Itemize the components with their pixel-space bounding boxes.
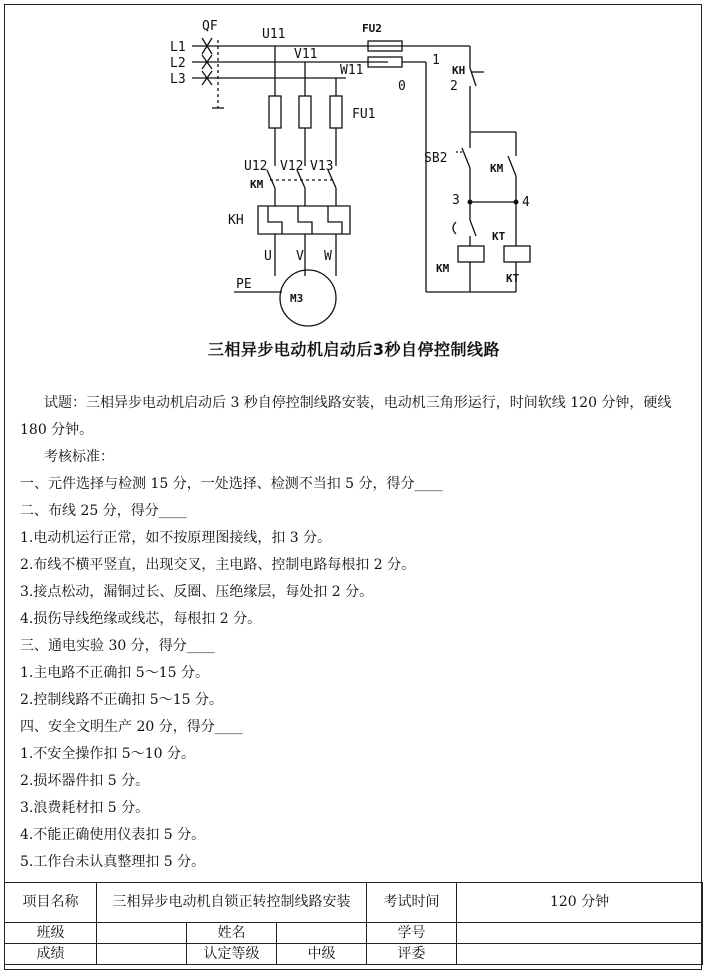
label-l1: L1 <box>170 40 186 55</box>
id-value[interactable] <box>457 923 703 944</box>
label-sb2: SB2 <box>424 151 448 166</box>
label-node-3: 3 <box>452 193 460 208</box>
section-3-item-1: 1.主电路不正确扣 5～15 分。 <box>20 665 209 681</box>
section-3: 三、通电实验 30 分，得分____ <box>20 638 215 654</box>
label-v11: V11 <box>294 47 318 62</box>
label-l3: L3 <box>170 72 186 87</box>
section-2-item-2: 2.布线不横平竖直，出现交叉，主电路、控制电路每根扣 2 分。 <box>20 557 416 573</box>
section-4-item-4: 4.不能正确使用仪表扣 5 分。 <box>20 827 206 843</box>
label-pe: PE <box>236 277 252 292</box>
label-node-4: 4 <box>522 195 530 210</box>
exam-info-table <box>4 882 703 965</box>
section-2-item-1: 1.电动机运行正常，如不按原理图接线，扣 3 分。 <box>20 530 332 546</box>
task-description: 试题：三相异步电动机启动后 3 秒自停控制线路安装，电动机三角形运行，时间软线 120 分钟，硬线 180 分钟。 <box>20 395 672 438</box>
section-2: 二、布线 25 分，得分____ <box>20 503 187 519</box>
label-kt-contact: KT <box>492 230 506 243</box>
time-value: 120 分钟 <box>457 883 703 923</box>
standard-title: 考核标准： <box>44 449 114 465</box>
section-1: 一、元件选择与检测 15 分，一处选择、检测不当扣 5 分，得分____ <box>20 476 443 492</box>
label-v13: V13 <box>310 159 334 174</box>
score-label: 成绩 <box>5 944 97 965</box>
id-label: 学号 <box>367 923 457 944</box>
section-3-item-2: 2.控制线路不正确扣 5～15 分。 <box>20 692 223 708</box>
label-node-2: 2 <box>450 79 458 94</box>
label-l2: L2 <box>170 56 186 71</box>
section-4-item-2: 2.损坏器件扣 5 分。 <box>20 773 150 789</box>
label-km-coil: KM <box>436 262 450 275</box>
label-km-aux: KM <box>490 162 504 175</box>
label-kh: KH <box>228 213 244 228</box>
exam-content <box>20 390 692 876</box>
judge-label: 评委 <box>367 944 457 965</box>
label-motor: M3 <box>290 292 304 305</box>
section-2-item-3: 3.接点松动，漏铜过长、反圈、压绝缘层，每处扣 2 分。 <box>20 584 374 600</box>
label-fu2: FU2 <box>362 22 382 35</box>
name-value[interactable] <box>277 923 367 944</box>
class-value[interactable] <box>97 923 187 944</box>
label-u12: U12 <box>244 159 268 174</box>
label-u11: U11 <box>262 27 286 42</box>
section-2-item-4: 4.损伤导线绝缘或线芯，每根扣 2 分。 <box>20 611 262 627</box>
label-node-1: 1 <box>432 53 440 68</box>
item-value: 三相异步电动机自锁正转控制线路安装 <box>97 883 367 923</box>
section-4: 四、安全文明生产 20 分，得分____ <box>20 719 243 735</box>
label-v: V <box>296 249 304 264</box>
item-label: 项目名称 <box>5 883 97 923</box>
diagram-caption: 三相异步电动机启动后3秒自停控制线路 <box>207 340 501 359</box>
judge-value[interactable] <box>457 944 703 965</box>
label-w11: W11 <box>340 63 364 78</box>
section-4-item-5: 5.工作台未认真整理扣 5 分。 <box>20 854 206 870</box>
label-kt-coil: KT <box>506 272 520 285</box>
grade-value: 中级 <box>277 944 367 965</box>
label-qf: QF <box>202 19 218 34</box>
name-label: 姓名 <box>187 923 277 944</box>
label-u: U <box>264 249 272 264</box>
label-fu1: FU1 <box>352 107 376 122</box>
label-v12: V12 <box>280 159 304 174</box>
label-km-main: KM <box>250 178 264 191</box>
time-label: 考试时间 <box>367 883 457 923</box>
score-value[interactable] <box>97 944 187 965</box>
section-4-item-1: 1.不安全操作扣 5～10 分。 <box>20 746 195 762</box>
circuit-diagram <box>150 8 570 330</box>
label-node-0: 0 <box>398 79 406 94</box>
grade-label: 认定等级 <box>187 944 277 965</box>
label-w: W <box>324 249 332 264</box>
label-kh-contact: KH <box>452 64 466 77</box>
class-label: 班级 <box>5 923 97 944</box>
section-4-item-3: 3.浪费耗材扣 5 分。 <box>20 800 150 816</box>
